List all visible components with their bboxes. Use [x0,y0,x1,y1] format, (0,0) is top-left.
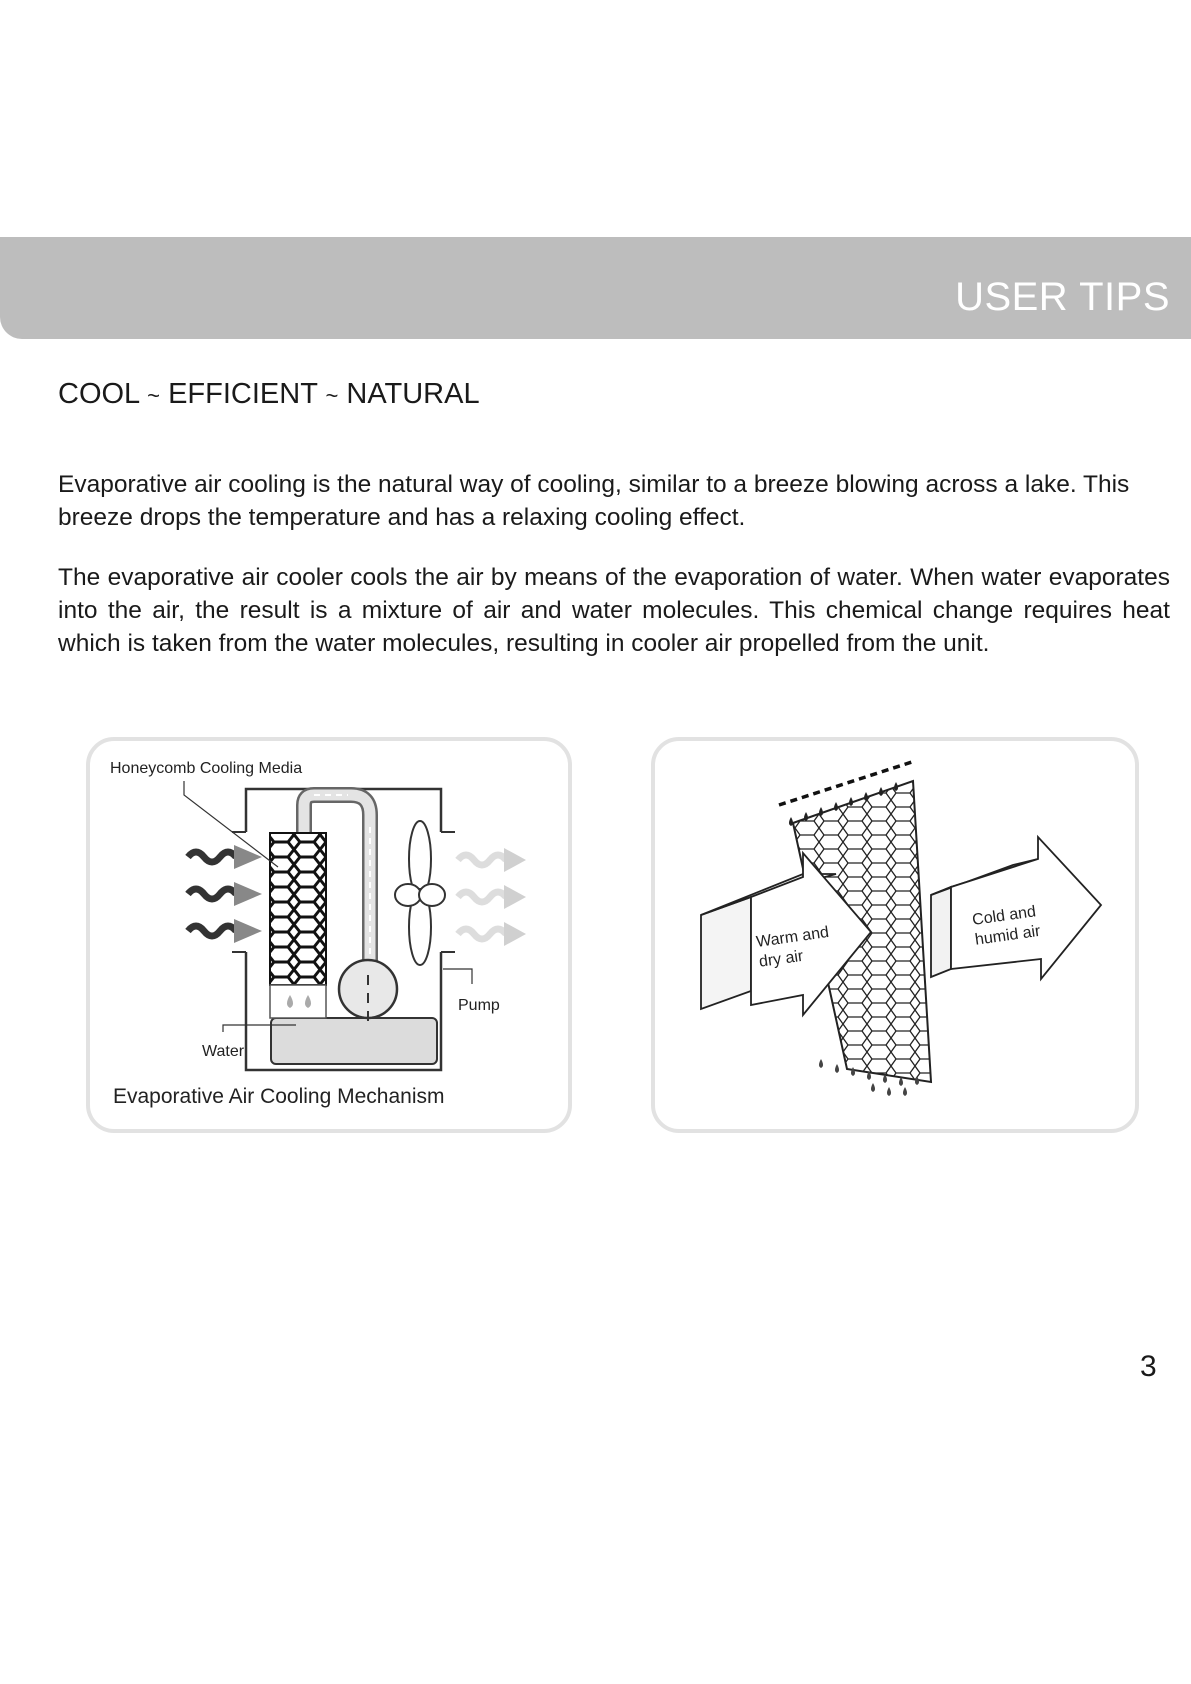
subtitle-word-efficient: EFFICIENT [168,378,318,410]
label-honeycomb-media: Honeycomb Cooling Media [110,760,303,777]
subtitle-separator: ~ [147,383,161,408]
label-pump: Pump [458,997,500,1014]
warm-air-label-line2: dry air [757,947,805,971]
label-water: Water [202,1043,245,1060]
cold-air-label-line1: Cold and [971,903,1037,929]
pump-icon [339,960,397,1018]
header-title: USER TIPS [955,275,1170,319]
subtitle-word-natural: NATURAL [346,378,480,410]
cold-air-label-line2: humid air [973,922,1042,949]
figure-caption: Evaporative Air Cooling Mechanism [113,1085,445,1108]
cooling-mechanism-figure [86,737,572,1133]
warm-air-label-line1: Warm and [755,923,831,951]
page-number: 3 [1140,1350,1157,1383]
header-band [0,237,1191,339]
intro-paragraph: Evaporative air cooling is the natural way of cooling, similar to a breeze blowing across a lake. This breeze drops the temperature and has a relaxing cooling effect. [58,470,1130,531]
explanation-paragraph: The evaporative air cooler cools the air by means of the evaporation of water. When water evaporates into the air, the result is a mixture of air and water molecules. This chemical change requires heat which is taken from the water molecules, resulting in cooler air propelled from the unit. [58,563,1170,657]
air-exchange-figure [651,737,1139,1133]
subtitle-word-cool: COOL [58,378,140,410]
section-subtitle [58,378,480,411]
subtitle-separator: ~ [325,383,339,408]
